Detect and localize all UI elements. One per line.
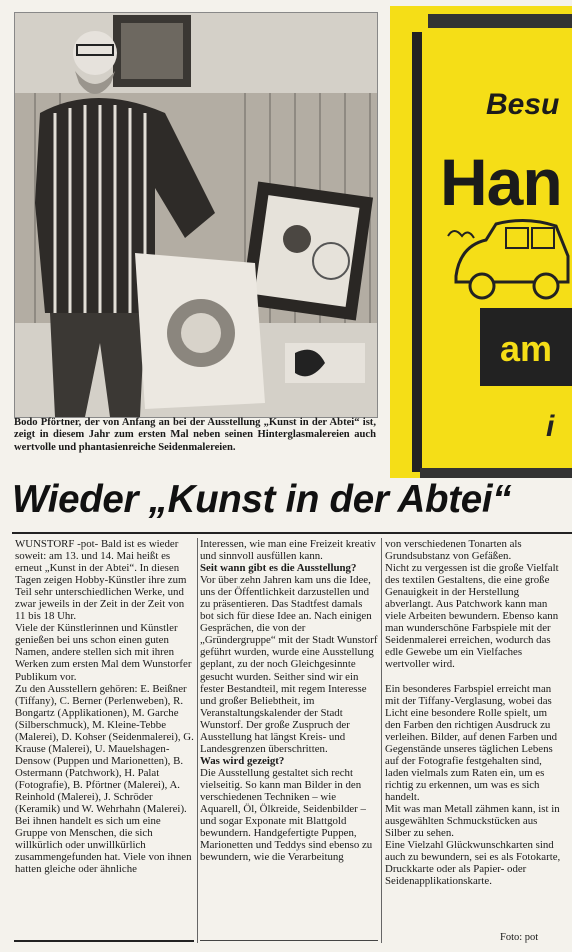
paragraph: Zu den Ausstellern gehören: E. Beißner (Tiffany), C. Berner (Perlenweben), R. Bongartz (Applikationen), M. Garche (Silberschmuck), M. Kleine-Tebbe (Malerei), D. Kohser (Seidenmalerei), G. Krause (Malerei), U. Mauelshagen-Densow (Puppen und Marionetten), B. Ostermann (Patchwork), H. Palat (Fotografie), B. Pförtner (Malerei), A. Reinhold (Malerei), J. Schröder (Keramik) und W. Wehrhahn (Malerei). — [15, 682, 194, 816]
paragraph: Viele der Künstlerinnen und Künstler genießen bei uns schon einen guten Namen, andere stellen sich mit ihren Werken zum ersten Mal dem Wunstorfer Publikum vor. — [15, 622, 192, 683]
article-column-3 — [385, 538, 565, 887]
article-column-2 — [200, 538, 378, 863]
ad-bottom-bar — [420, 468, 572, 478]
headline-rule — [12, 532, 572, 534]
photo-credit: Foto: pot — [500, 932, 539, 943]
paragraph: Nicht zu vergessen ist die große Vielfalt des textilen Gestaltens, die eine große Genauigkeit in der Herstellung abverlangt. Aus Patchwork kann man viele Arbeiten bewundern. Ebenso kann man wunderschöne Farbspiele mit der Seidenmalerei erreichen, wodurch das edle Gewebe um ein Vielfaches wertvoller wird. — [385, 562, 559, 671]
car-icon — [446, 216, 572, 306]
photo-illustration — [15, 13, 377, 417]
paragraph-gap — [385, 671, 565, 683]
ad-text-line1: Besu — [486, 88, 560, 121]
advertisement — [390, 6, 572, 478]
next-article-rule — [14, 940, 194, 952]
column-divider — [381, 538, 382, 943]
news-photo — [14, 12, 378, 418]
ad-text-line4: i — [546, 410, 555, 443]
paragraph: Die Ausstellung gestaltet sich recht vielseitig. So kann man Bilder in den verschiedenen Techniken – wie Aquarell, Öl, Ölkreide, Seidenbilder – und sogar Exponate mit Blattgold bewundern. Handgefertigte Puppen, Marionetten und Teddys sind ebenso zu bewundern, wie die Verarbeitung — [200, 766, 373, 864]
paragraph: Vor über zehn Jahren kam uns die Idee, uns der Öffentlichkeit darzustellen und zu präsentieren. Das Stadtfest damals bot sich für diese Idee an. Nach einigen Gesprächen, die von der „Gründergruppe“ mit der Stadt Wunstorf geführt wurden, wurde eine Ausstellung geplant, zu der noch Gleichgesinnte gesucht wurden. Seither sind wir ein fester Bestandteil, mit regem Interesse und großer Beliebtheit, im Veranstaltungskalender der Stadt Wunstorf. Der große Zuspruch der Ausstellung hat längst Kreis- und Landesgrenzen überschritten. — [200, 574, 378, 755]
paragraph: von verschiedenen Tonarten als Grundsubstanz von Gefäßen. — [385, 538, 522, 563]
paragraph: WUNSTORF -pot- Bald ist es wieder soweit: am 13. und 14. Mai heißt es erneut „Kunst in der Abtei“. In diesen Tagen zeigen Hobby-Künstler ihre zum Teil sehr unterschiedlichen Werke, und zwar jeweils in der Zeit in der Zeit von 11 bis 18 Uhr. — [15, 538, 187, 623]
photo-caption: Bodo Pförtner, der von Anfang an bei der Ausstellung „Kunst in der Abtei“ ist, zeigt in diesem Jahr zum ersten Mal neben seinen Hinterglasmalereien auch wertvolle und phantasienreiche Seidenmalereien. — [14, 417, 376, 453]
article-headline: Wieder „Kunst in der Abtei“ — [12, 478, 512, 521]
bottom-rule — [200, 940, 378, 941]
paragraph: Bei ihnen handelt es sich um eine Gruppe von Menschen, die sich willkürlich oder unwillkürlich zusammengefunden hat. Viele von ihnen hatten gleiche oder ähnliche — [15, 815, 192, 876]
paragraph: Mit was man Metall zähmen kann, ist in ausgewählten Schmuckstücken aus Silber zu sehen. — [385, 802, 560, 840]
paragraph: Eine Vielzahl Glückwunschkarten sind auch zu bewundern, sei es als Fotokarte, Druckkarte oder als Papier- oder Seidenapplikationskarte. — [385, 839, 561, 888]
subheading: Was wird gezeigt? — [200, 754, 285, 767]
column-divider — [197, 538, 198, 943]
subheading: Seit wann gibt es die Ausstellung? — [200, 562, 357, 575]
ad-text-line3: am — [500, 328, 553, 369]
ad-top-bar — [428, 14, 572, 28]
paragraph: Interessen, wie man eine Freizeit kreativ und sinnvoll ausfüllen kann. — [200, 538, 376, 563]
ad-text-line2: Han — [440, 145, 562, 219]
article-column-1 — [15, 538, 195, 875]
paragraph: Ein besonderes Farbspiel erreicht man mit der Tiffany-Verglasung, wobei das Licht eine besondere Rolle spielt, um den Farben den richtigen Ausdruck zu verleihen. Bilder, auf denen Farben und Gegenstände unseres täglichen Lebens auf der Fotografie festgehalten sind, laden vielmals zum Raten ein, um es richtig zu erkennen, um was es sich handelt. — [385, 682, 558, 803]
